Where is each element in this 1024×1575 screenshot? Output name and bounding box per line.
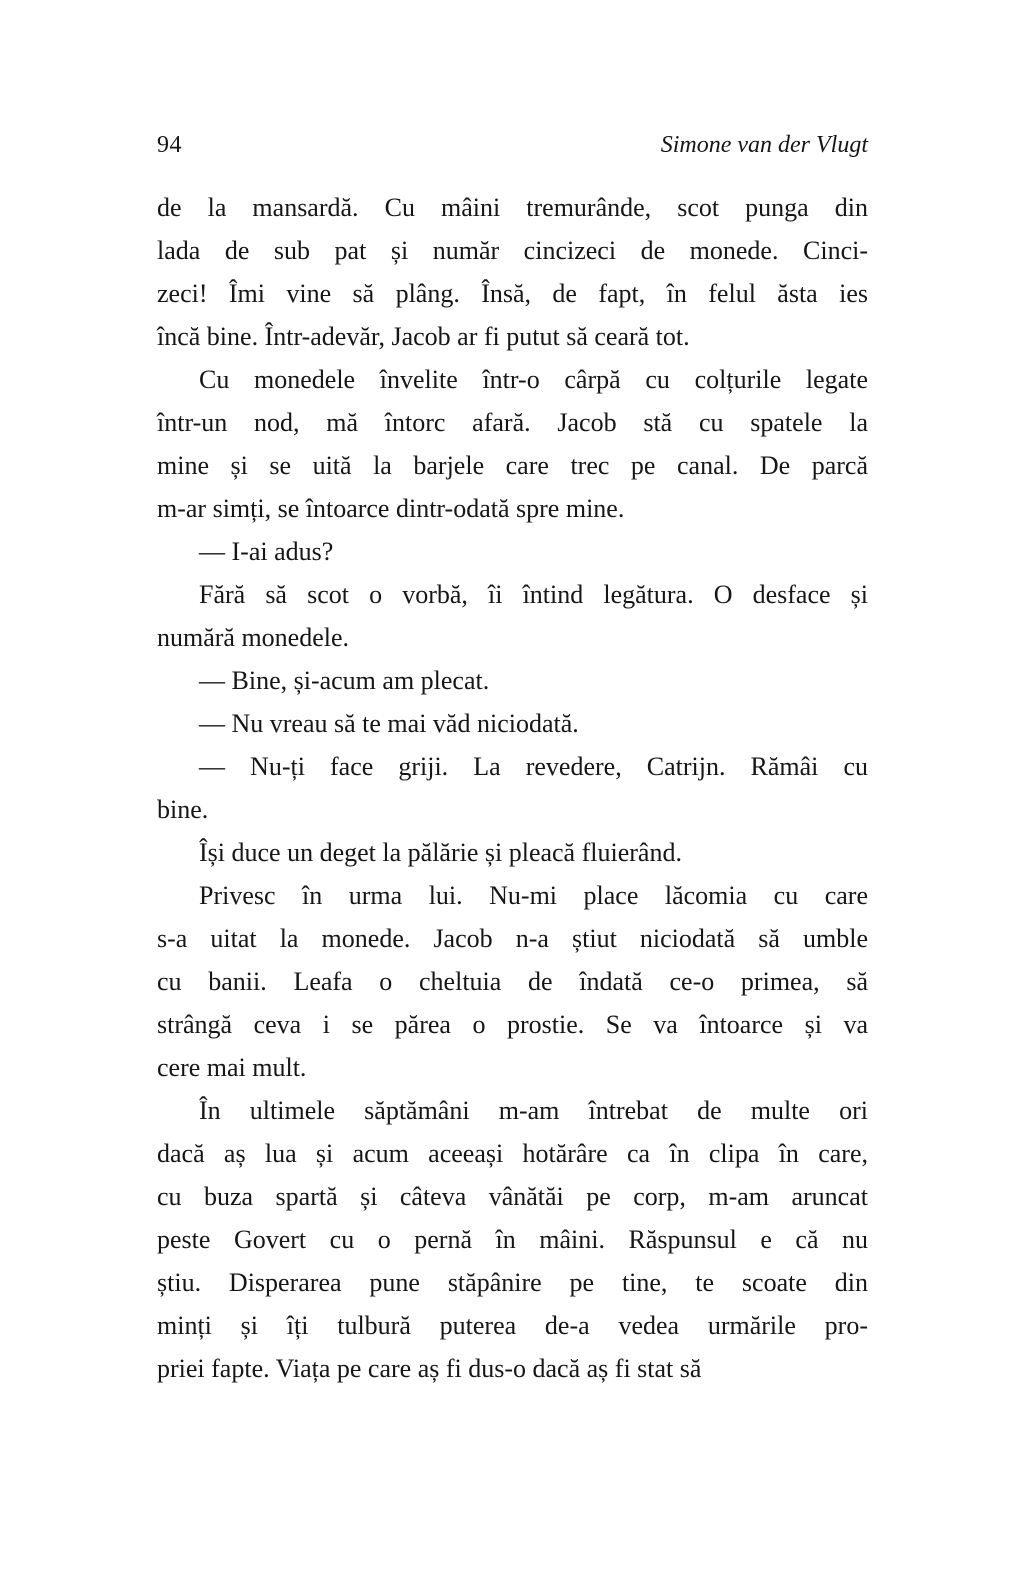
paragraph — [157, 573, 868, 659]
text-line: s-a uitat la monede. Jacob n-a știut niciodată să umble — [157, 924, 868, 953]
paragraph — [157, 186, 868, 358]
text-line: Cu monedele învelite într-o cârpă cu colțurile legate — [199, 365, 868, 394]
paragraph — [157, 874, 868, 1089]
text-line: numără monedele. — [157, 623, 350, 652]
text-line: — Nu vreau să te mai văd niciodată. — [199, 709, 579, 738]
text-line: știu. Disperarea pune stăpânire pe tine, te scoate din — [157, 1268, 868, 1297]
paragraph — [157, 659, 868, 702]
text-line: de la mansardă. Cu mâini tremurânde, scot punga din — [157, 193, 868, 222]
text-line: peste Govert cu o pernă în mâini. Răspunsul e că nu — [157, 1225, 868, 1254]
running-head: Simone van der Vlugt — [660, 132, 868, 158]
text-line: Fără să scot o vorbă, îi întind legătura. O desface și — [199, 580, 868, 609]
text-line: încă bine. Într-adevăr, Jacob ar fi putut să ceară tot. — [157, 322, 690, 351]
body-text — [157, 186, 868, 1390]
text-line: — I-ai adus? — [199, 537, 334, 566]
paragraph — [157, 358, 868, 530]
text-line: Își duce un deget la pălărie și pleacă fluierând. — [199, 838, 682, 867]
text-line: mine și se uită la barjele care trec pe canal. De parcă — [157, 451, 868, 480]
paragraph — [157, 702, 868, 745]
paragraph — [157, 831, 868, 874]
page-content — [157, 130, 868, 1390]
text-line: bine. — [157, 795, 209, 824]
text-line: — Bine, și-acum am plecat. — [199, 666, 490, 695]
text-line: priei fapte. Viața pe care aș fi dus-o dacă aș fi stat să — [157, 1354, 702, 1383]
text-line: într-un nod, mă întorc afară. Jacob stă cu spatele la — [157, 408, 868, 437]
text-line: strângă ceva i se părea o prostie. Se va întoarce și va — [157, 1010, 868, 1039]
text-line: cere mai mult. — [157, 1053, 307, 1082]
text-line: m-ar simți, se întoarce dintr-odată spre mine. — [157, 494, 625, 523]
text-line: minți și îți tulbură puterea de-a vedea urmările pro- — [157, 1311, 868, 1340]
text-line: Privesc în urma lui. Nu-mi place lăcomia cu care — [199, 881, 868, 910]
text-line: cu banii. Leafa o cheltuia de îndată ce-o primea, să — [157, 967, 868, 996]
text-line: În ultimele săptămâni m-am întrebat de multe ori — [199, 1096, 868, 1125]
paragraph — [157, 530, 868, 573]
text-line: zeci! Îmi vine să plâng. Însă, de fapt, în felul ăsta ies — [157, 279, 868, 308]
text-line: cu buza spartă și câteva vânătăi pe corp, m-am aruncat — [157, 1182, 868, 1211]
text-line: dacă aș lua și acum aceeași hotărâre ca în clipa în care, — [157, 1139, 868, 1168]
paragraph — [157, 745, 868, 831]
text-line: lada de sub pat și număr cincizeci de monede. Cinci- — [157, 236, 868, 265]
paragraph — [157, 1089, 868, 1390]
page-header — [157, 130, 868, 160]
page-number: 94 — [157, 132, 182, 158]
text-line: — Nu-ți face griji. La revedere, Catrijn. Rămâi cu — [199, 752, 868, 781]
